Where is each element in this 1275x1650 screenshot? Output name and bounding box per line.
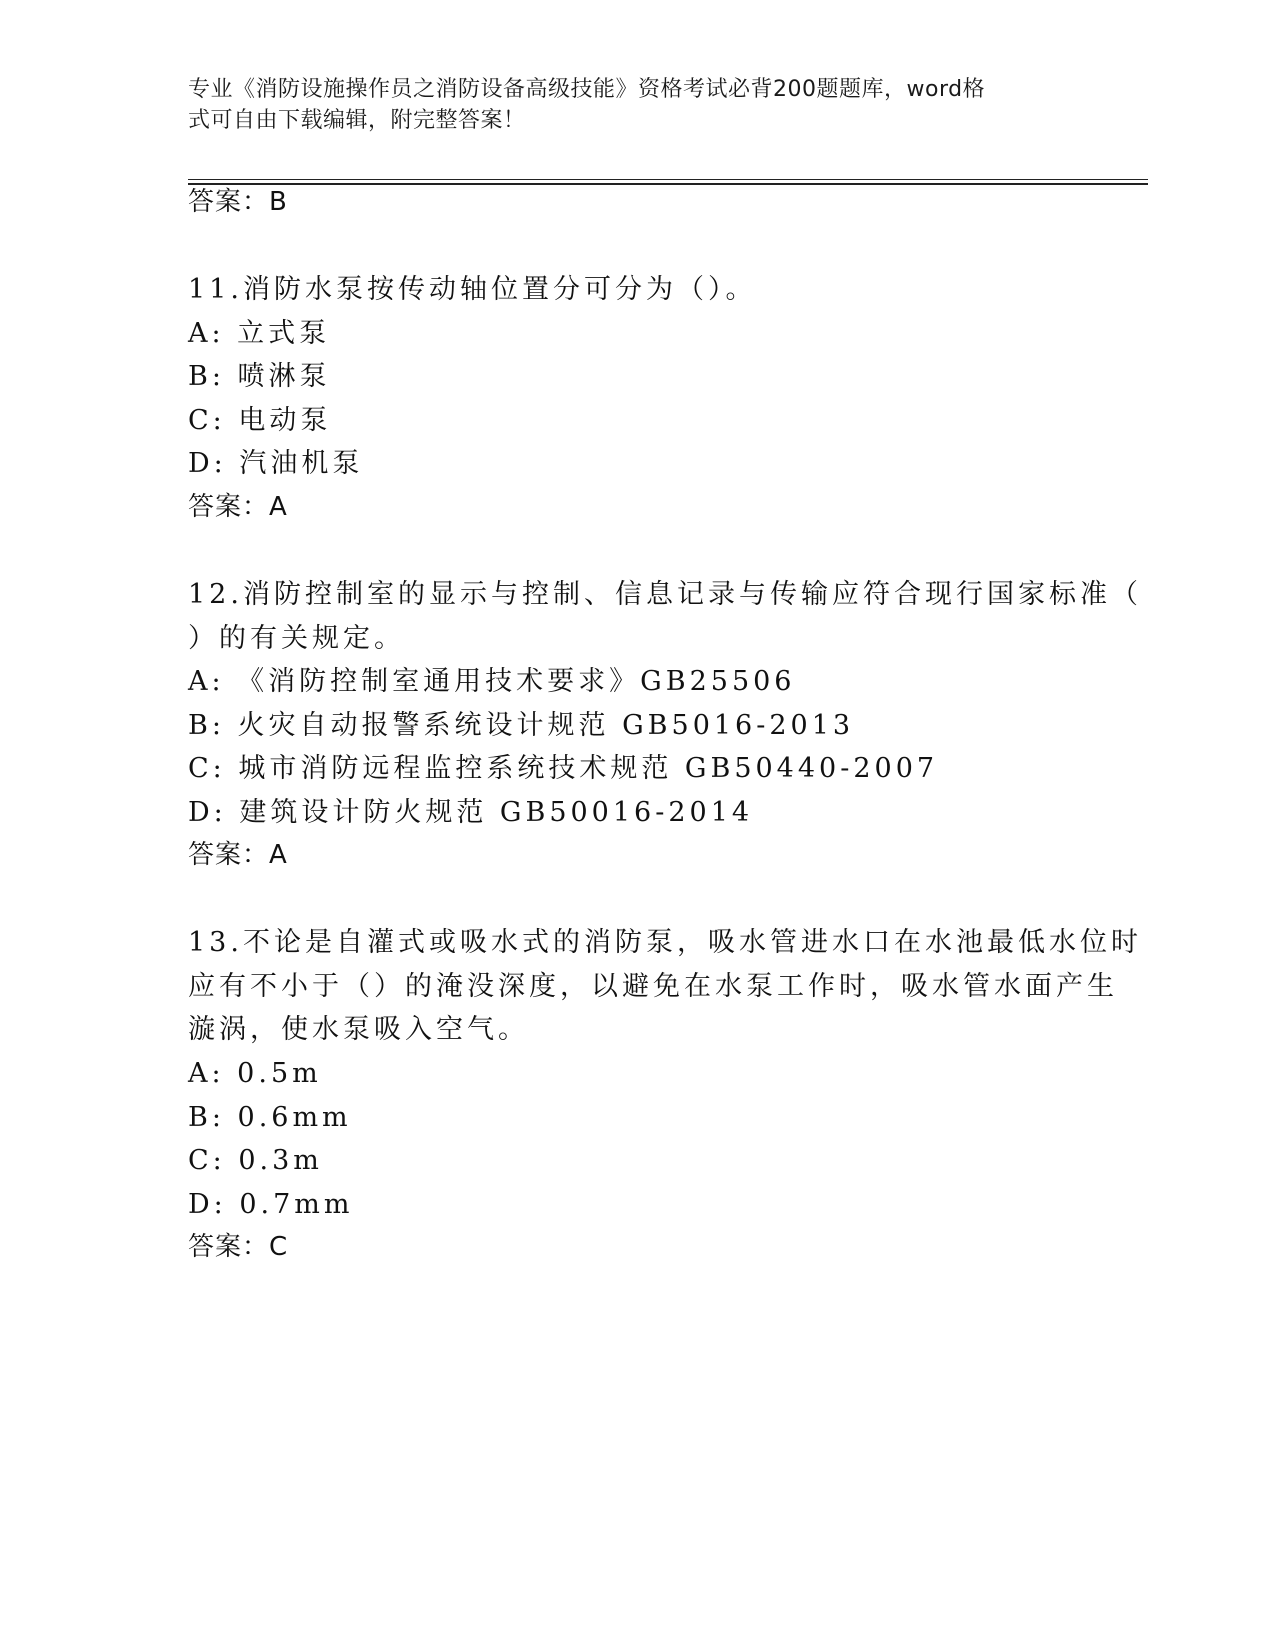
question-13-stem-line-2: 应有不小于（）的淹没深度，以避免在水泵工作时，吸水管水面产生 <box>188 971 1118 1002</box>
question-12-option-c: C: 城市消防远程监控系统技术规范 GB50440-2007 <box>188 753 939 784</box>
question-13-stem-line-1: 13.不论是自灌式或吸水式的消防泵，吸水管进水口在水池最低水位时 <box>188 927 1142 958</box>
answer-q11: 答案：A <box>188 492 288 522</box>
header-divider-thick <box>188 183 1148 185</box>
question-13-option-d: D: 0.7mm <box>188 1189 354 1220</box>
question-12-option-b: B: 火灾自动报警系统设计规范 GB5016-2013 <box>188 710 855 741</box>
question-11-option-a: A: 立式泵 <box>188 318 331 349</box>
document-header <box>188 74 1068 136</box>
answer-q10: 答案：B <box>188 187 288 217</box>
header-line-1: 专业《消防设施操作员之消防设备高级技能》资格考试必背200题题库，word格 <box>188 77 986 102</box>
question-12-option-d: D: 建筑设计防火规范 GB50016-2014 <box>188 797 754 828</box>
question-11-option-c: C: 电动泵 <box>188 405 332 436</box>
answer-q13: 答案：C <box>188 1232 289 1262</box>
answer-q12: 答案：A <box>188 840 288 870</box>
question-12-stem-line-2: ）的有关规定。 <box>188 623 405 654</box>
question-13-option-c: C: 0.3m <box>188 1145 323 1176</box>
header-line-2: 式可自由下载编辑，附完整答案！ <box>188 108 526 133</box>
question-11-option-d: D: 汽油机泵 <box>188 448 364 479</box>
header-divider-thin <box>188 179 1148 180</box>
question-13-option-a: A: 0.5m <box>188 1058 322 1089</box>
question-13-stem-line-3: 漩涡，使水泵吸入空气。 <box>188 1014 529 1045</box>
question-12-option-a: A: 《消防控制室通用技术要求》GB25506 <box>188 666 796 697</box>
question-11-stem: 11.消防水泵按传动轴位置分可分为（）。 <box>188 274 757 305</box>
question-13-option-b: B: 0.6mm <box>188 1102 352 1133</box>
question-11-option-b: B: 喷淋泵 <box>188 361 331 392</box>
question-12-stem-line-1: 12.消防控制室的显示与控制、信息记录与传输应符合现行国家标准（ <box>188 579 1142 610</box>
